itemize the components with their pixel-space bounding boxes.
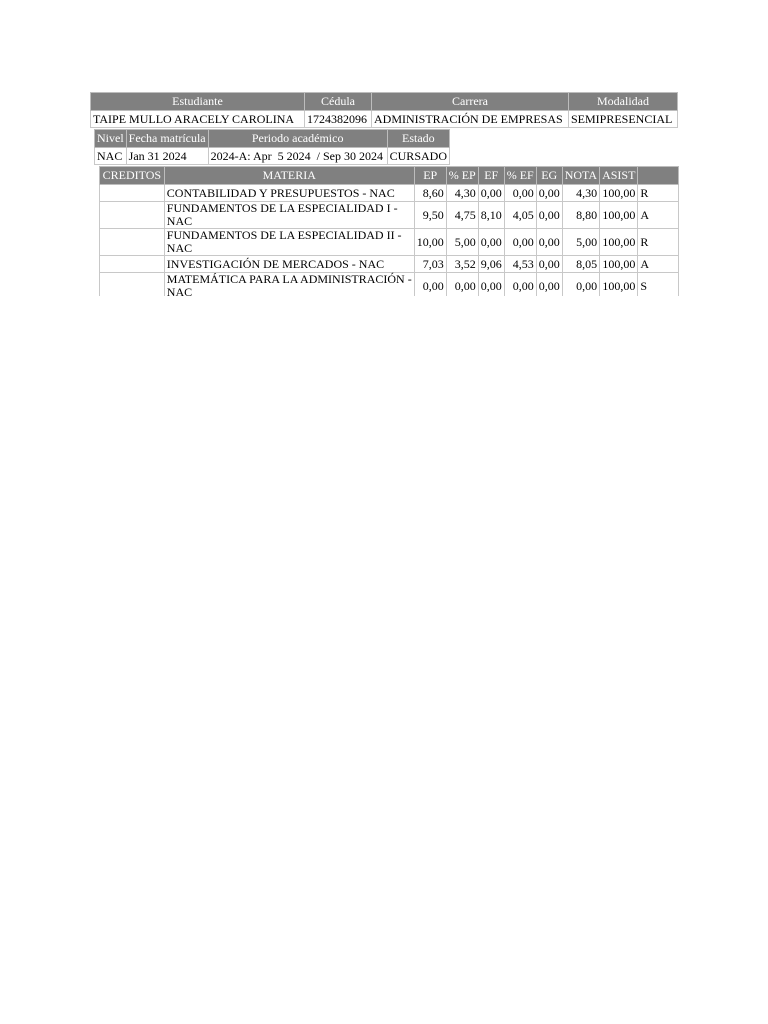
estado-cell: R <box>638 229 679 256</box>
materia-cell: MATEMÁTICA PARA LA ADMINISTRACIÓN - NAC <box>164 273 414 297</box>
table-row <box>100 273 679 297</box>
student-info-row <box>91 111 678 128</box>
eg-cell: 0,00 <box>536 202 562 229</box>
header-cedula: Cédula <box>305 93 372 111</box>
enrollment-header-row <box>95 130 450 148</box>
estado-cell: A <box>638 256 679 273</box>
enrollment-date: Jan 31 2024 <box>126 148 208 165</box>
academic-period: 2024-A: Apr 5 2024 / Sep 30 2024 <box>208 148 387 165</box>
ep-cell: 10,00 <box>414 229 446 256</box>
header-asist: ASIST <box>600 167 638 185</box>
ef-cell: 0,00 <box>478 229 504 256</box>
eg-cell: 0,00 <box>536 229 562 256</box>
materia-cell: FUNDAMENTOS DE LA ESPECIALIDAD II - NAC <box>164 229 414 256</box>
pct-ef-cell: 0,00 <box>504 229 536 256</box>
header-materia: MATERIA <box>164 167 414 185</box>
asist-cell: 100,00 <box>600 229 638 256</box>
header-estudiante: Estudiante <box>91 93 305 111</box>
ef-cell: 0,00 <box>478 273 504 297</box>
ep-cell: 8,60 <box>414 185 446 202</box>
ep-cell: 0,00 <box>414 273 446 297</box>
nota-cell: 8,05 <box>562 256 599 273</box>
materia-cell: FUNDAMENTOS DE LA ESPECIALIDAD I - NAC <box>164 202 414 229</box>
estado-cell: A <box>638 202 679 229</box>
header-creditos: CREDITOS <box>100 167 165 185</box>
pct-ef-cell: 4,53 <box>504 256 536 273</box>
pct-ep-cell: 0,00 <box>446 273 478 297</box>
creditos-cell <box>100 256 165 273</box>
header-pct-ef: % EF <box>504 167 536 185</box>
eg-cell: 0,00 <box>536 256 562 273</box>
header-carrera: Carrera <box>372 93 569 111</box>
pct-ep-cell: 5,00 <box>446 229 478 256</box>
creditos-cell <box>100 185 165 202</box>
header-eg: EG <box>536 167 562 185</box>
estado-cell: R <box>638 185 679 202</box>
header-nota: NOTA <box>562 167 599 185</box>
header-ep: EP <box>414 167 446 185</box>
eg-cell: 0,00 <box>536 185 562 202</box>
nota-cell: 5,00 <box>562 229 599 256</box>
nota-cell: 0,00 <box>562 273 599 297</box>
creditos-cell <box>100 273 165 297</box>
pct-ef-cell: 4,05 <box>504 202 536 229</box>
creditos-cell <box>100 229 165 256</box>
table-row <box>100 202 679 229</box>
materia-cell: CONTABILIDAD Y PRESUPUESTOS - NAC <box>164 185 414 202</box>
pct-ep-cell: 4,30 <box>446 185 478 202</box>
ef-cell: 8,10 <box>478 202 504 229</box>
asist-cell: 100,00 <box>600 202 638 229</box>
table-row <box>100 185 679 202</box>
header-ef: EF <box>478 167 504 185</box>
materia-cell: INVESTIGACIÓN DE MERCADOS - NAC <box>164 256 414 273</box>
header-pct-ep: % EP <box>446 167 478 185</box>
header-periodo-academico: Periodo académico <box>208 130 387 148</box>
ep-cell: 7,03 <box>414 256 446 273</box>
nota-cell: 4,30 <box>562 185 599 202</box>
grades-table <box>99 166 679 296</box>
enrollment-level: NAC <box>95 148 127 165</box>
pct-ef-cell: 0,00 <box>504 273 536 297</box>
asist-cell: 100,00 <box>600 185 638 202</box>
grades-body <box>100 185 679 297</box>
header-fecha-matricula: Fecha matrícula <box>126 130 208 148</box>
ep-cell: 9,50 <box>414 202 446 229</box>
enrollment-table <box>94 129 450 165</box>
student-info-header-row <box>91 93 678 111</box>
student-name: TAIPE MULLO ARACELY CAROLINA <box>91 111 305 128</box>
creditos-cell <box>100 202 165 229</box>
eg-cell: 0,00 <box>536 273 562 297</box>
student-info-table <box>90 92 678 128</box>
header-estado-materia <box>638 167 679 185</box>
asist-cell: 100,00 <box>600 256 638 273</box>
table-row <box>100 256 679 273</box>
table-row <box>100 229 679 256</box>
grades-header-row <box>100 167 679 185</box>
student-id: 1724382096 <box>305 111 372 128</box>
student-modality: SEMIPRESENCIAL <box>569 111 678 128</box>
nota-cell: 8,80 <box>562 202 599 229</box>
pct-ef-cell: 0,00 <box>504 185 536 202</box>
enrollment-row <box>95 148 450 165</box>
ef-cell: 0,00 <box>478 185 504 202</box>
asist-cell: 100,00 <box>600 273 638 297</box>
ef-cell: 9,06 <box>478 256 504 273</box>
enrollment-status: CURSADO <box>387 148 449 165</box>
grades-table-viewport <box>99 166 679 296</box>
estado-cell: S <box>638 273 679 297</box>
pct-ep-cell: 3,52 <box>446 256 478 273</box>
header-nivel: Nivel <box>95 130 127 148</box>
student-career: ADMINISTRACIÓN DE EMPRESAS <box>372 111 569 128</box>
header-estado: Estado <box>387 130 449 148</box>
header-modalidad: Modalidad <box>569 93 678 111</box>
pct-ep-cell: 4,75 <box>446 202 478 229</box>
